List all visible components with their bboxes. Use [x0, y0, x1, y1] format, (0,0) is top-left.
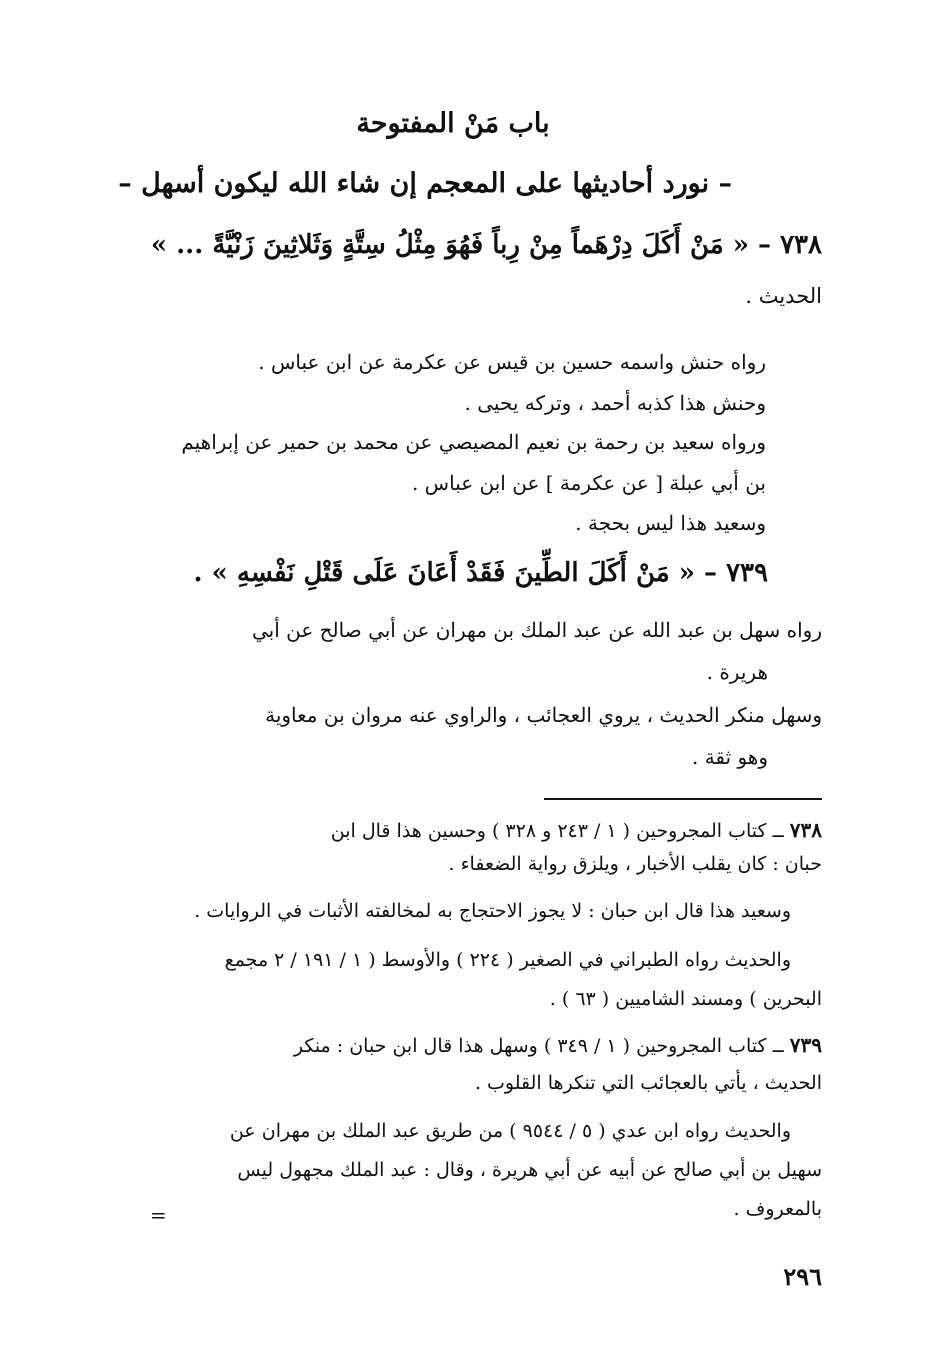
footnote-739-line1: ٧٣٩ ــ كتاب المجروحين ( ١ / ٣٤٩ ) وسهل هذا قال ابن حبان : منكر [293, 1033, 822, 1057]
footnote-738-line: البحرين ) ومسند الشاميين ( ٦٣ ) . [549, 988, 822, 1010]
commentary-738-line: ورواه سعيد بن رحمة بن نعيم المصيصي عن محمد بن حمير عن إبراهيم [181, 430, 766, 454]
commentary-738-line: وحنش هذا كذبه أحمد ، وتركه يحيى . [464, 391, 766, 415]
footnote-739-number: ٧٣٩ [789, 1033, 822, 1057]
hadith-738-line2: الحديث . [745, 284, 822, 308]
footnote-738-line1: ٧٣٨ ــ كتاب المجروحين ( ١ / ٢٤٣ و ٣٢٨ ) وحسين هذا قال ابن [330, 818, 822, 842]
chapter-subtitle: – نورد أحاديثها على المعجم إن شاء الله ليكون أسهل – [118, 168, 732, 199]
commentary-738-line: وسعيد هذا ليس بحجة . [575, 511, 766, 535]
footnote-739-line: الحديث ، يأتي بالعجائب التي تنكرها القلوب . [474, 1072, 822, 1094]
hadith-738-line1 [128, 230, 822, 260]
footnote-738-line: والحديث رواه الطبراني في الصغير ( ٢٢٤ ) والأوسط ( ١ / ١٩١ / ٢ مجمع [224, 949, 791, 971]
footnote-739-line: بالمعروف . [733, 1198, 822, 1220]
page-number: ٢٩٦ [783, 1262, 822, 1291]
hadith-738-number: ٧٣٨ [780, 230, 822, 260]
footnote-738-line: حبان : كان يقلب الأخبار ، ويلزق رواية الضعفاء . [448, 853, 822, 875]
chapter-title: باب مَنْ المفتوحة [356, 108, 550, 139]
commentary-739-line: هريرة . [706, 660, 768, 684]
hadith-739-line1 [128, 558, 768, 588]
commentary-738-line: بن أبي عبلة [ عن عكرمة ] عن ابن عباس . [411, 471, 766, 495]
hadith-739-number: ٧٣٩ [726, 558, 768, 588]
footnote-738-number: ٧٣٨ [789, 818, 822, 842]
footnote-739-line: والحديث رواه ابن عدي ( ٥ / ٩٥٤٤ ) من طريق عبد الملك بن مهران عن [229, 1120, 791, 1142]
continuation-mark: = [150, 1203, 167, 1227]
footnote-738-line: وسعيد هذا قال ابن حبان : لا يجوز الاحتجاج به لمخالفته الأثبات في الروايات . [194, 900, 791, 922]
commentary-739-line: رواه سهل بن عبد الله عن عبد الملك بن مهران عن أبي صالح عن أبي [251, 618, 822, 642]
commentary-739-line: وسهل منكر الحديث ، يروي العجائب ، والراوي عنه مروان بن معاوية [265, 703, 822, 727]
commentary-739-line: وهو ثقة . [691, 745, 768, 769]
footnote-739-line: سهيل بن أبي صالح عن أبيه عن أبي هريرة ، وقال : عبد الملك مجهول ليس [237, 1159, 822, 1181]
hadith-739-text: – « مَنْ أَكَلَ الطِّينَ فَقَدْ أَعَانَ عَلَى قَتْلِ نَفْسِهِ » . [193, 558, 718, 588]
footnote-separator [544, 798, 822, 800]
hadith-738-text: – « مَنْ أَكَلَ دِرْهَماً مِنْ رِباً فَهُوَ مِثْلُ سِتَّةٍ وَثَلاثِينَ زَنْيَّةً ... » [150, 230, 772, 260]
commentary-738-line: رواه حنش واسمه حسين بن قيس عن عكرمة عن ابن عباس . [258, 350, 766, 374]
